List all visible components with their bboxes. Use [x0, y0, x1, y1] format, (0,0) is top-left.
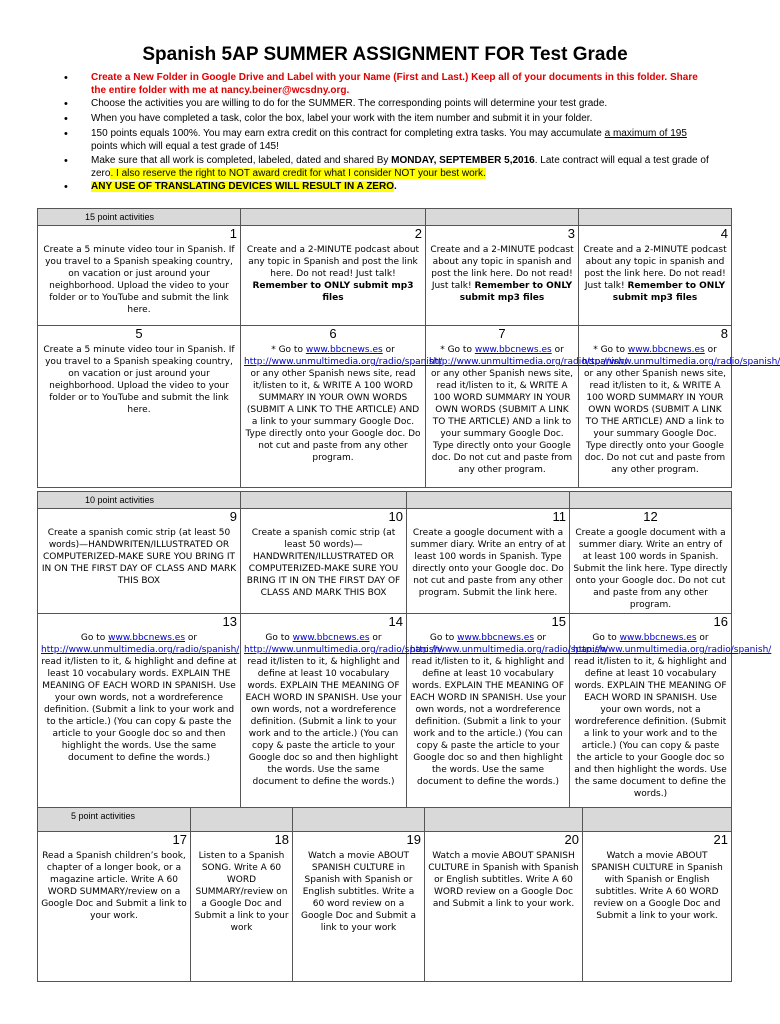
link-bbcnews[interactable]: www.bbcnews.es [627, 345, 705, 355]
section-header-10: 10 point activities [85, 495, 155, 505]
link-unmultimedia[interactable]: http://www.unmultimedia.org/radio/spanish/ [41, 645, 240, 655]
link-bbcnews[interactable]: www.bbcnews.es [292, 633, 370, 643]
activity-cell-4[interactable]: 4 Create and a 2-MINUTE podcast about any topic in spanish and post the link here. Do not read! Just talk! Remember to ONLY submit mp3 files [579, 226, 732, 326]
bullet-dot: • [64, 181, 68, 193]
activity-cell-6[interactable]: 6 * Go to www.bbcnews.es or http://www.unmultimedia.org/radio/spanish/ or any other Spanish news site, read it/listen to it, & WRITE A 100 WORD SUMMARY IN YOUR OWN WORDS (SUBMIT A LINK TO THE ARTICLE) AND a link to your summary Google Doc. Type directly onto your Google doc. Do not cut and paste from any other program. [241, 326, 426, 488]
link-bbcnews[interactable]: www.bbcnews.es [305, 345, 383, 355]
bullet-dot: • [64, 72, 68, 84]
link-unmultimedia[interactable]: http://www.unmultimedia.org/radio/spanish/ [573, 645, 772, 655]
link-unmultimedia[interactable]: http://www.unmultimedia.org/radio/spanish/ [244, 357, 443, 367]
bullet-1: • Create a New Folder in Google Drive and Label with your Name (First and Last.) Keep all of your documents in this folder. Share the entire folder with me at nancy.beiner@wcsdny.org. [64, 72, 698, 96]
section-header-5: 5 point activities [71, 811, 136, 821]
bullet-dot: • [64, 98, 68, 110]
activity-cell-5[interactable]: 5 Create a 5 minute video tour in Spanish. If you travel to a Spanish speaking country, on vacation or just around your neighborhood. Upload the video to your folder or to YouTube and submit the link here. [38, 326, 241, 488]
bullet-3: • When you have completed a task, color the box, label your work with the item number and submit it in your folder. [64, 113, 593, 125]
activity-cell-11[interactable]: 11 Create a google document with a summer diary. Write an entry of at least 100 words in Spanish. Type directly onto your Google doc. Do not cut and paste from any other program. Submit the link here. [407, 509, 570, 614]
table-15-points [37, 208, 780, 488]
link-bbcnews[interactable]: www.bbcnews.es [108, 633, 186, 643]
activity-cell-1[interactable]: 1 Create a 5 minute video tour in Spanish. If you travel to a Spanish speaking country, on vacation or just around your neighborhood. Upload the video to your folder or to YouTube and submit the link here. [38, 226, 241, 326]
activity-cell-16[interactable]: 16 Go to www.bbcnews.es or http://www.unmultimedia.org/radio/spanish/ read it/listen to it, & highlight and define at least 10 vocabulary words. EXPLAIN THE MEANING OF EACH WORD IN SPANISH. Use your own words, not a wordreference definition. (Submit a link to your work and to the article.) (You can copy & paste the article to your Google doc so and then highlight the words. Use the same document to define the words.) [570, 614, 732, 809]
activity-cell-17[interactable]: 17 Read a Spanish children’s book, chapter of a longer book, or a magazine article. Write A 60 WORD SUMMARY/review on a Google Doc and Submit a link to your work. [38, 832, 191, 982]
bullet-6: • ANY USE OF TRANSLATING DEVICES WILL RESULT IN A ZERO. [64, 181, 397, 193]
bullet-dot: • [64, 113, 68, 125]
activity-cell-21[interactable]: 21 Watch a movie ABOUT SPANISH CULTURE in Spanish with Spanish or English subtitles. Write A 60 WORD review on a Google Doc and Submit a link to your work. [583, 832, 732, 982]
activity-cell-10[interactable]: 10 Create a spanish comic strip (at least 50 words)—HANDWRITEN/ILLUSTRATED OR COMPUTERIZED-MAKE SURE YOU BRING IT IN ON THE FIRST DAY OF CLASS AND MARK THIS BOX [241, 509, 407, 614]
link-unmultimedia[interactable]: http://www.unmultimedia.org/radio/spanish/ [244, 645, 443, 655]
activity-cell-19[interactable]: 19 Watch a movie ABOUT SPANISH CULTURE in Spanish with Spanish or English subtitles. Write a 60 word review on a Google Doc and Submit a link to your work [293, 832, 425, 982]
link-bbcnews[interactable]: www.bbcnews.es [619, 633, 697, 643]
activity-cell-9[interactable]: 9 Create a spanish comic strip (at least 50 words)—HANDWRITEN/ILLUSTRATED OR COMPUTERIZED-MAKE SURE YOU BRING IT IN ON THE FIRST DAY OF CLASS AND MARK THIS BOX [38, 509, 241, 614]
table-5-points [37, 807, 732, 982]
bullet-2: • Choose the activities you are willing to do for the SUMMER. The corresponding points will determine your test grade. [64, 98, 608, 110]
link-bbcnews[interactable]: www.bbcnews.es [474, 345, 552, 355]
activity-cell-2[interactable]: 2 Create and a 2-MINUTE podcast about any topic in Spanish and post the link here. Do not read! Just talk! Remember to ONLY submit mp3 files [241, 226, 426, 326]
activity-cell-15[interactable]: 15 Go to www.bbcnews.es or http://www.unmultimedia.org/radio/spanish/ read it/listen to it, & highlight and define at least 10 vocabulary words. EXPLAIN THE MEANING OF EACH WORD IN SPANISH. Use your own words, not a wordreference definition. (Submit a link to your work and to the article.) (You can copy & paste the article to your Google doc so and then highlight the words. Use the same document to define the words.) [407, 614, 570, 809]
activity-cell-18[interactable]: 18 Listen to a Spanish SONG. Write A 60 WORD SUMMARY/review on a Google Doc and Submit a link to your work [191, 832, 293, 982]
bullet-dot: • [64, 128, 68, 140]
activity-cell-14[interactable]: 14 Go to www.bbcnews.es or http://www.unmultimedia.org/radio/spanish/ read it/listen to it, & highlight and define at least 10 vocabulary words. EXPLAIN THE MEANING OF EACH WORD IN SPANISH. Use your own words, not a wordreference definition. (Submit a link to your work and to the article.) (You can copy & paste the article to your Google doc so and then highlight the words. Use the same document to define the words.) [241, 614, 407, 809]
table-10-points [37, 491, 772, 809]
link-unmultimedia[interactable]: http://www.unmultimedia.org/radio/spanish/ [429, 357, 628, 367]
activity-cell-3[interactable]: 3 Create and a 2-MINUTE podcast about any topic in spanish and post the link here. Do not read! Just talk! Remember to ONLY submit mp3 files [426, 226, 579, 326]
bullet-4: • 150 points equals 100%. You may earn extra credit on this contract for completing extra tasks. You may accumulate a maximum of 195 points which will equal a test grade of 145! [64, 128, 687, 152]
section-header-15: 15 point activities [85, 212, 155, 222]
bullet-5: • Make sure that all work is completed, labeled, dated and shared By MONDAY, SEPTEMBER 5,2016. Late contract will equal a test grade of zero. I also reserve the right to NOT award credit for what I consider NOT your best work. [64, 155, 709, 179]
bullet-dot: • [64, 155, 68, 167]
page-title: Spanish 5AP SUMMER ASSIGNMENT FOR Test Grade [142, 44, 628, 65]
activity-cell-13[interactable]: 13 Go to www.bbcnews.es or http://www.unmultimedia.org/radio/spanish/ read it/listen to it, & highlight and define at least 10 vocabulary words. EXPLAIN THE MEANING OF EACH WORD IN SPANISH. Use your own words, not a wordreference definition. (Submit a link to your work and to the article.) (You can copy & paste the article to your Google doc so and then highlight the words. Use the same document to define the words.) [38, 614, 241, 809]
activity-cell-7[interactable]: 7 * Go to www.bbcnews.es or http://www.unmultimedia.org/radio/spanish/ or any other Spanish news site, read it/listen to it, & WRITE A 100 WORD SUMMARY IN YOUR OWN WORDS (SUBMIT A LINK TO THE ARTICLE) AND a link to your summary Google Doc. Type directly onto your Google doc. Do not cut and paste from any other program. [426, 326, 579, 488]
link-unmultimedia[interactable]: http://www.unmultimedia.org/radio/spanish/ [410, 645, 609, 655]
activity-cell-8[interactable]: 8 * Go to www.bbcnews.es or http://www.unmultimedia.org/radio/spanish/ or any other Spanish news site, read it/listen to it, & WRITE A 100 WORD SUMMARY IN YOUR OWN WORDS (SUBMIT A LINK TO THE ARTICLE) AND a link to your summary Google Doc. Type directly onto your Google doc. Do not cut and paste from any other program. [579, 326, 732, 488]
activity-cell-20[interactable]: 20 Watch a movie ABOUT SPANISH CULTURE in Spanish with Spanish or English subtitles. Write A 60 WORD review on a Google Doc and Submit a link to your work. [425, 832, 583, 982]
link-unmultimedia[interactable]: http://www.unmultimedia.org/radio/spanish/ [582, 357, 780, 367]
activity-cell-12[interactable]: 12 Create a google document with a summer diary. Write an entry of at least 100 words in Spanish. Submit the link here. Type directly onto your Google doc. Do not cut and paste from any other program. [570, 509, 732, 614]
link-bbcnews[interactable]: www.bbcnews.es [457, 633, 535, 643]
